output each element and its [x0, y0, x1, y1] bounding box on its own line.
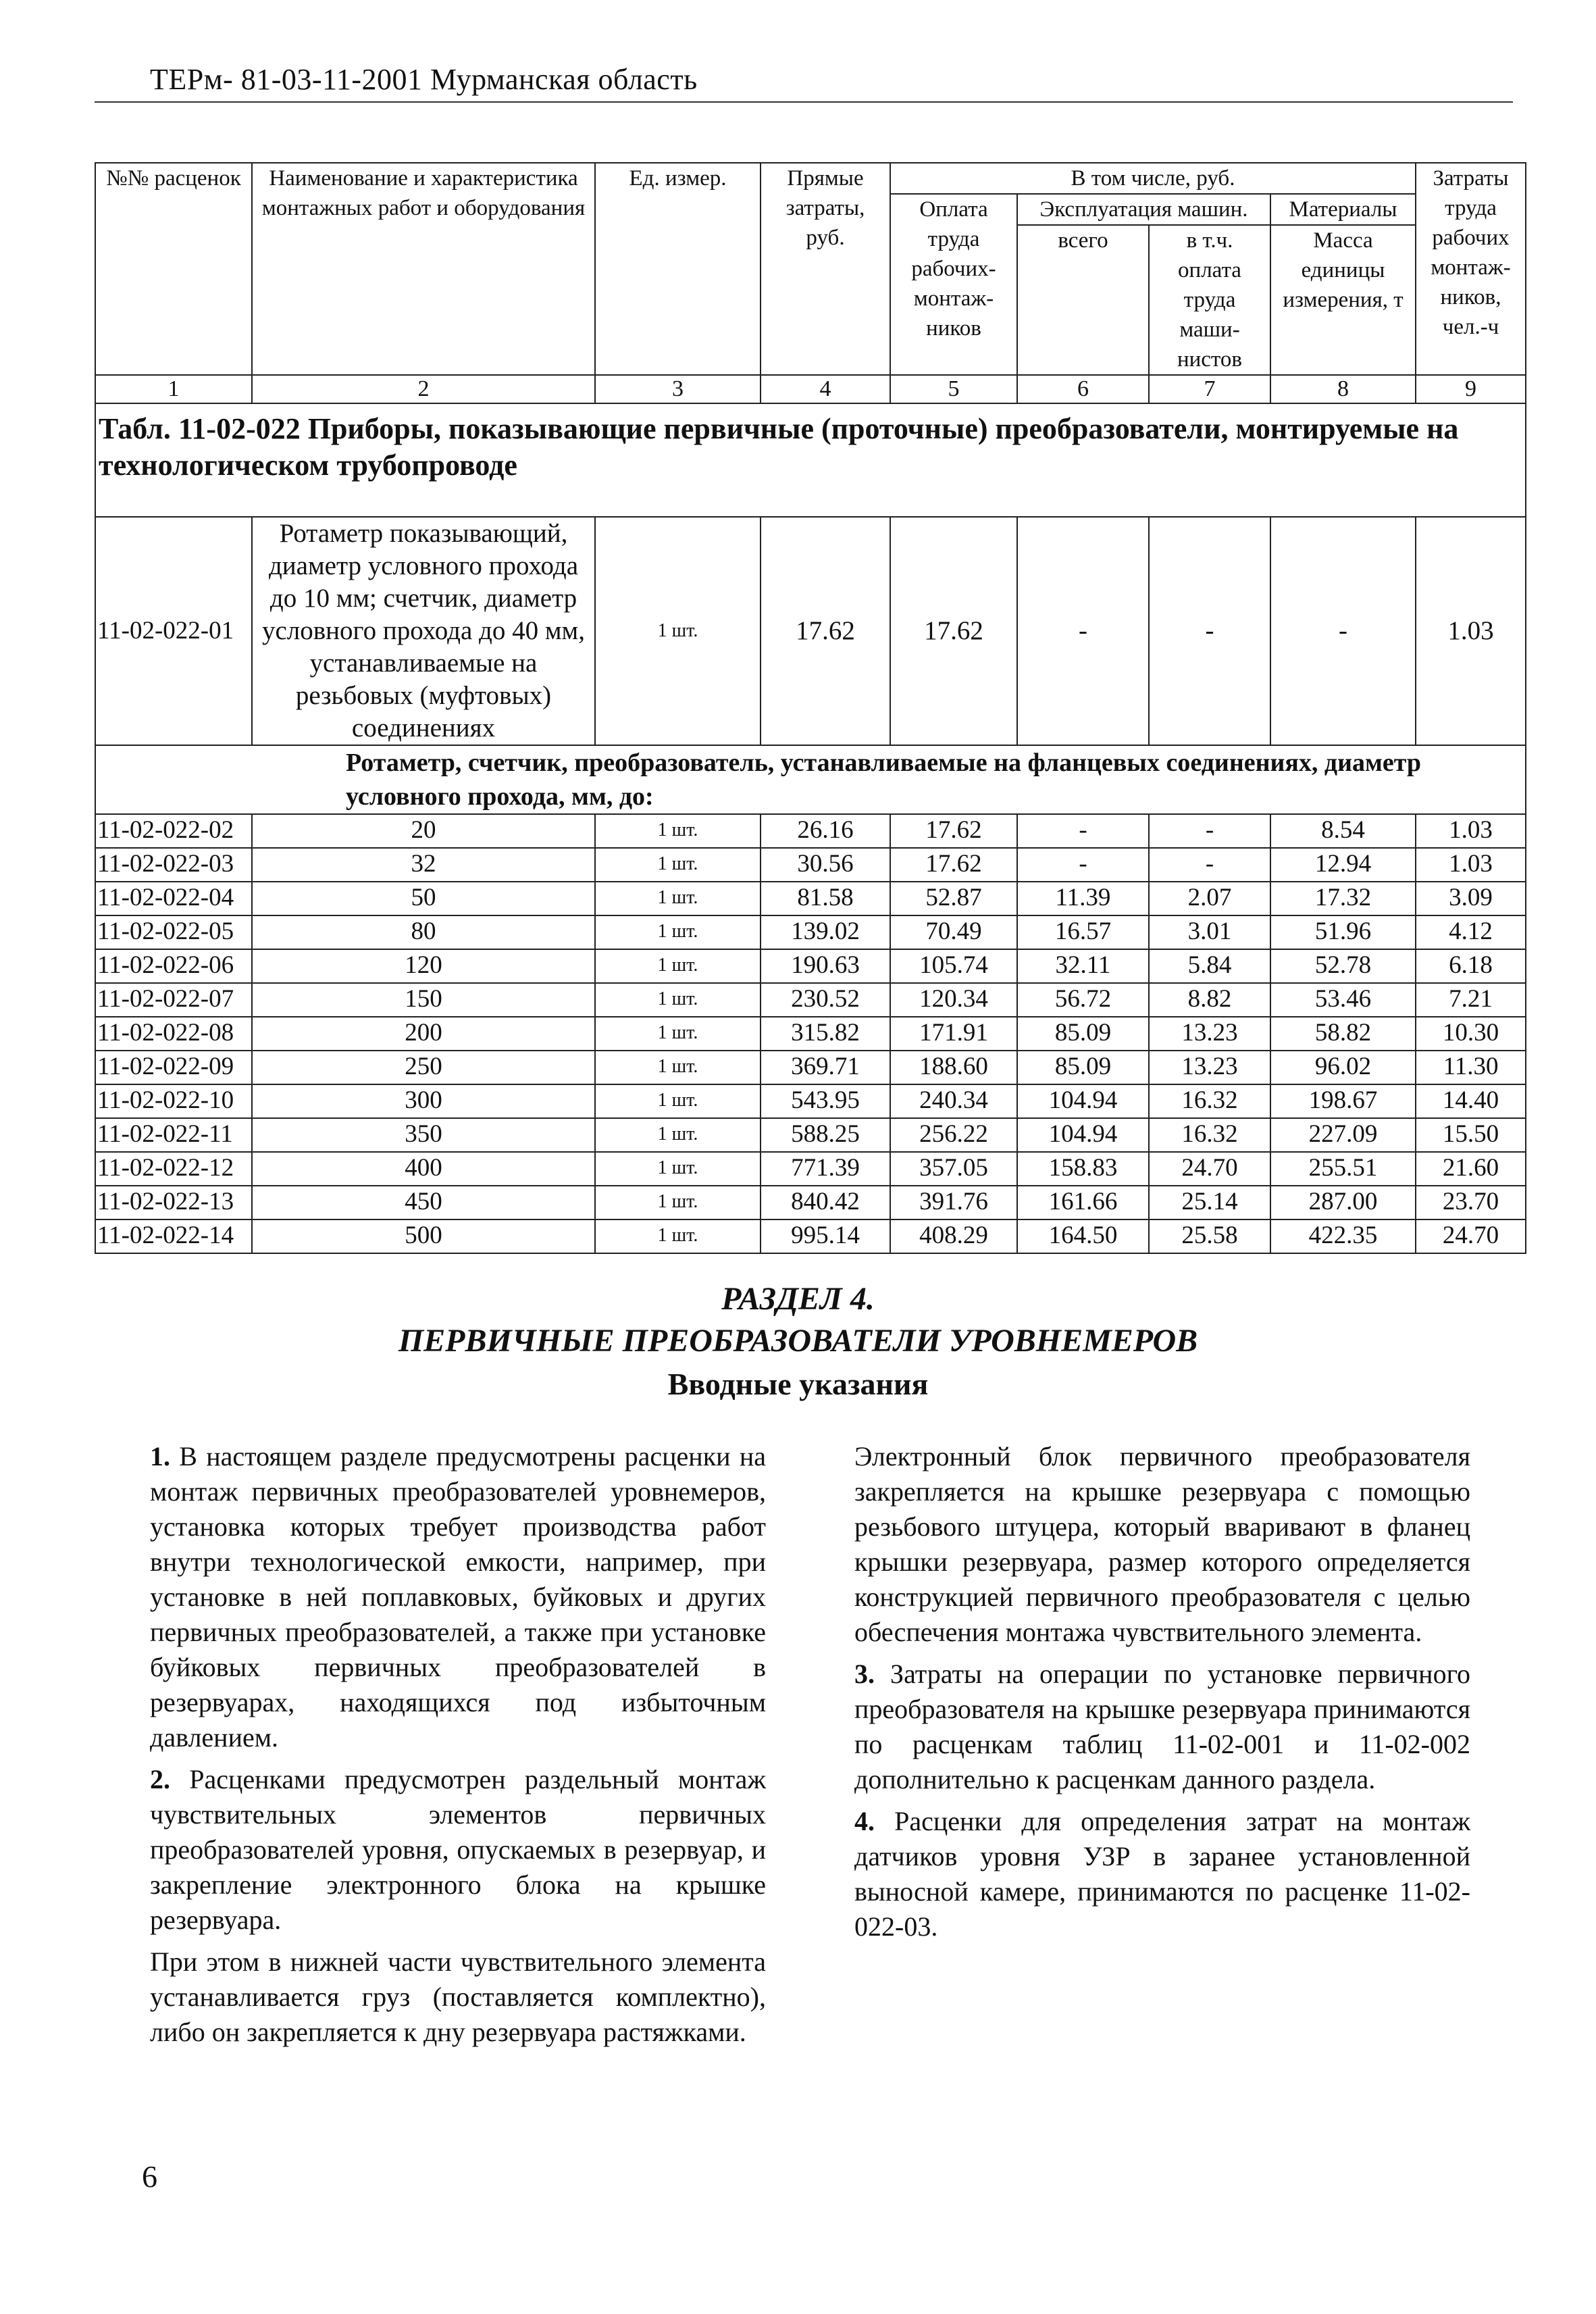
row-unit: 1 шт.: [595, 848, 761, 882]
row-mass: -: [1270, 517, 1416, 745]
row-code: 11-02-022-14: [95, 1219, 252, 1253]
row-mach-labor: 13.23: [1149, 1051, 1270, 1084]
header-row-1: [95, 163, 1526, 194]
col-num: 6: [1017, 375, 1149, 403]
paragraph-2b: При этом в нижней части чувствительного элемента устанавливается груз (поставляется комплектно), либо он закрепляется к дну резервуара растяжками.: [150, 1946, 766, 2047]
th-name: Наименование и характеристика монтажных работ и оборудования: [252, 163, 595, 375]
row-hours: 23.70: [1416, 1186, 1526, 1219]
row-name: 20: [252, 814, 595, 848]
row-direct: 995.14: [761, 1219, 890, 1253]
row-direct: 230.52: [761, 983, 890, 1017]
row-hours: 15.50: [1416, 1118, 1526, 1152]
row-direct: 771.39: [761, 1152, 890, 1186]
th-materials: Материалы: [1270, 194, 1416, 225]
paragraph-4: [854, 1804, 1470, 1944]
row-mass: 51.96: [1270, 915, 1416, 949]
column-numbers-row: [95, 375, 1526, 403]
row-direct: 315.82: [761, 1017, 890, 1051]
table-row: [95, 814, 1526, 848]
paragraph-text: Расценками предусмотрен раздельный монтаж чувствительных элементов первичных преобразователей уровня, опускаемых в резервуар, и закрепление электронного блока на крышке резервуара.: [150, 1764, 766, 1935]
row-direct: 543.95: [761, 1084, 890, 1118]
row-name: 400: [252, 1152, 595, 1186]
row-hours: 21.60: [1416, 1152, 1526, 1186]
row-unit: 1 шт.: [595, 1219, 761, 1253]
row-labor: 17.62: [890, 814, 1017, 848]
page-number: 6: [142, 2159, 157, 2194]
th-unit: Ед. измер.: [595, 163, 761, 375]
row-mass: 12.94: [1270, 848, 1416, 882]
row-unit: 1 шт.: [595, 1084, 761, 1118]
row-mass: 8.54: [1270, 814, 1416, 848]
row-unit: 1 шт.: [595, 949, 761, 983]
row-name: 200: [252, 1017, 595, 1051]
row-mach-labor: 16.32: [1149, 1118, 1270, 1152]
col-num: 9: [1416, 375, 1526, 403]
row-mach-labor: 16.32: [1149, 1084, 1270, 1118]
row-mass: 422.35: [1270, 1219, 1416, 1253]
row-mach: 104.94: [1017, 1118, 1149, 1152]
table-row: [95, 915, 1526, 949]
row-mach-labor: 24.70: [1149, 1152, 1270, 1186]
section-number: РАЗДЕЛ 4.: [721, 1281, 875, 1317]
paragraph-2: [150, 1762, 766, 1938]
row-unit: 1 шт.: [595, 983, 761, 1017]
row-unit: 1 шт.: [595, 915, 761, 949]
row-mass: 17.32: [1270, 882, 1416, 915]
row-direct: 190.63: [761, 949, 890, 983]
row-mach: 85.09: [1017, 1051, 1149, 1084]
row-hours: 6.18: [1416, 949, 1526, 983]
row-unit: 1 шт.: [595, 1118, 761, 1152]
row-mass: 255.51: [1270, 1152, 1416, 1186]
row-code: 11-02-022-09: [95, 1051, 252, 1084]
paragraph-text: Расценки для определения затрат на монтаж датчиков уровня УЗР в заранее установленной выносной камере, принимаются по расценке 11-02-022-03.: [854, 1806, 1470, 1942]
table-row: [95, 983, 1526, 1017]
row-hours: 4.12: [1416, 915, 1526, 949]
row-name: 500: [252, 1219, 595, 1253]
row-labor: 188.60: [890, 1051, 1017, 1084]
row-code: 11-02-022-08: [95, 1017, 252, 1051]
row-direct: 840.42: [761, 1186, 890, 1219]
th-hours: Затраты труда рабочих монтаж-ников, чел.-ч: [1416, 163, 1526, 375]
row-labor: 171.91: [890, 1017, 1017, 1051]
row-mach: -: [1017, 517, 1149, 745]
row-labor: 52.87: [890, 882, 1017, 915]
row-labor: 408.29: [890, 1219, 1017, 1253]
section-subtitle: Вводные указания: [667, 1367, 929, 1401]
row-mach-labor: 8.82: [1149, 983, 1270, 1017]
row-name: 32: [252, 848, 595, 882]
row-unit: 1 шт.: [595, 814, 761, 848]
row-code: 11-02-022-10: [95, 1084, 252, 1118]
row-mach-labor: 25.14: [1149, 1186, 1270, 1219]
th-machines-labor: в т.ч. оплата труда маши-нистов: [1149, 225, 1270, 375]
row-code: 11-02-022-01: [95, 517, 252, 745]
row-name: Ротаметр показывающий, диаметр условного прохода до 10 мм; счетчик, диаметр условного прохода до 40 мм, устанавливаемые на резьбовых (муфтовых) соединениях: [252, 517, 595, 745]
row-labor: 70.49: [890, 915, 1017, 949]
row-mach-labor: -: [1149, 848, 1270, 882]
section-title: ПЕРВИЧНЫЕ ПРЕОБРАЗОВАТЕЛИ УРОВНЕМЕРОВ: [398, 1323, 1198, 1359]
page-header: ТЕРм- 81-03-11-2001 Мурманская область: [150, 63, 698, 96]
table-row: [95, 1219, 1526, 1253]
row-name: 120: [252, 949, 595, 983]
row-mach: -: [1017, 814, 1149, 848]
paragraph-3: [854, 1657, 1470, 1797]
row-hours: 1.03: [1416, 848, 1526, 882]
row-labor: 256.22: [890, 1118, 1017, 1152]
th-direct: Прямые затраты, руб.: [761, 163, 890, 375]
row-unit: 1 шт.: [595, 1017, 761, 1051]
row-unit: 1 шт.: [595, 517, 761, 745]
row-mass: 53.46: [1270, 983, 1416, 1017]
row-name: 450: [252, 1186, 595, 1219]
table-row: [95, 1186, 1526, 1219]
text-column-left: [150, 1439, 766, 2057]
row-hours: 14.40: [1416, 1084, 1526, 1118]
row-mach: 161.66: [1017, 1186, 1149, 1219]
row-hours: 3.09: [1416, 882, 1526, 915]
row-code: 11-02-022-03: [95, 848, 252, 882]
col-num: 7: [1149, 375, 1270, 403]
col-num: 3: [595, 375, 761, 403]
row-code: 11-02-022-07: [95, 983, 252, 1017]
row-mach: -: [1017, 848, 1149, 882]
row-labor: 357.05: [890, 1152, 1017, 1186]
row-mach: 164.50: [1017, 1219, 1149, 1253]
text-column-right: [854, 1439, 1470, 1951]
th-machines-total: всего: [1017, 225, 1149, 375]
row-name: 250: [252, 1051, 595, 1084]
row-mach: 32.11: [1017, 949, 1149, 983]
row-labor: 17.62: [890, 517, 1017, 745]
row-code: 11-02-022-13: [95, 1186, 252, 1219]
row-direct: 17.62: [761, 517, 890, 745]
row-mass: 52.78: [1270, 949, 1416, 983]
table-row: [95, 1084, 1526, 1118]
th-machines: Эксплуатация машин.: [1017, 194, 1270, 225]
row-mach: 11.39: [1017, 882, 1149, 915]
row-labor: 17.62: [890, 848, 1017, 882]
row-mach-labor: -: [1149, 814, 1270, 848]
row-hours: 11.30: [1416, 1051, 1526, 1084]
group-title: Ротаметр, счетчик, преобразователь, устанавливаемые на фланцевых соединениях, диаметр условного прохода, мм, до:: [95, 745, 1526, 814]
table-row: [95, 1152, 1526, 1186]
row-hours: 24.70: [1416, 1219, 1526, 1253]
col-num: 5: [890, 375, 1017, 403]
header-rule: [95, 101, 1513, 103]
row-labor: 105.74: [890, 949, 1017, 983]
table-row: [95, 848, 1526, 882]
paragraph-number: 1.: [150, 1441, 170, 1472]
table-row: [95, 1017, 1526, 1051]
row-name: 300: [252, 1084, 595, 1118]
table-row: [95, 882, 1526, 915]
table-title-row: [95, 403, 1526, 517]
row-mach: 16.57: [1017, 915, 1149, 949]
table-row: [95, 1118, 1526, 1152]
row-code: 11-02-022-06: [95, 949, 252, 983]
th-including: В том числе, руб.: [890, 163, 1416, 194]
th-mass: Масса единицы измерения, т: [1270, 225, 1416, 375]
paragraph-1: [150, 1439, 766, 1755]
paragraph-2c: Электронный блок первичного преобразователя закрепляется на крышке резервуара с помощью резьбового штуцера, который вваривают в фланец крышки резервуара, размер которого определяется конструкцией первичного преобразователя с целью обеспечения монтажа чувствительного элемента.: [854, 1441, 1470, 1647]
row-direct: 139.02: [761, 915, 890, 949]
row-code: 11-02-022-12: [95, 1152, 252, 1186]
th-code: №№ расценок: [95, 163, 252, 375]
row-labor: 240.34: [890, 1084, 1017, 1118]
paragraph-text: В настоящем разделе предусмотрены расценки на монтаж первичных преобразователей уровнемеров, установка которых требует производства работ внутри технологической емкости, например, при установке в ней поплавковых, буйковых и других первичных преобразователей, а также при установке буйковых первичных преобразователей в резервуарах, находящихся под избыточным давлением.: [150, 1441, 766, 1753]
row-mach-labor: -: [1149, 517, 1270, 745]
row-mass: 58.82: [1270, 1017, 1416, 1051]
col-num: 1: [95, 375, 252, 403]
col-num: 8: [1270, 375, 1416, 403]
row-unit: 1 шт.: [595, 1186, 761, 1219]
row-mach: 56.72: [1017, 983, 1149, 1017]
row-direct: 588.25: [761, 1118, 890, 1152]
row-mach-labor: 5.84: [1149, 949, 1270, 983]
paragraph-text: Затраты на операции по установке первичного преобразователя на крышке резервуара принимаются по расценкам таблиц 11-02-001 и 11-02-002 дополнительно к расценкам данного раздела.: [854, 1659, 1470, 1794]
table-row-first: [95, 517, 1526, 745]
col-num: 2: [252, 375, 595, 403]
row-mass: 287.00: [1270, 1186, 1416, 1219]
row-code: 11-02-022-05: [95, 915, 252, 949]
row-mach-labor: 13.23: [1149, 1017, 1270, 1051]
row-unit: 1 шт.: [595, 1051, 761, 1084]
row-direct: 369.71: [761, 1051, 890, 1084]
rates-table: [95, 162, 1526, 1254]
row-direct: 30.56: [761, 848, 890, 882]
row-name: 80: [252, 915, 595, 949]
row-mass: 227.09: [1270, 1118, 1416, 1152]
row-code: 11-02-022-04: [95, 882, 252, 915]
row-name: 350: [252, 1118, 595, 1152]
row-mach: 104.94: [1017, 1084, 1149, 1118]
th-labor: Оплата труда рабочих-монтаж-ников: [890, 194, 1017, 375]
row-code: 11-02-022-02: [95, 814, 252, 848]
paragraph-number: 2.: [150, 1764, 170, 1794]
table-row: [95, 1051, 1526, 1084]
paragraph-number: 3.: [854, 1659, 875, 1689]
row-labor: 391.76: [890, 1186, 1017, 1219]
row-direct: 81.58: [761, 882, 890, 915]
row-name: 50: [252, 882, 595, 915]
table-title: Табл. 11-02-022 Приборы, показывающие первичные (проточные) преобразователи, монтируемые на технологическом трубопроводе: [95, 403, 1526, 517]
row-hours: 1.03: [1416, 517, 1526, 745]
row-mass: 198.67: [1270, 1084, 1416, 1118]
group-title-row: [95, 745, 1526, 814]
row-name: 150: [252, 983, 595, 1017]
row-hours: 10.30: [1416, 1017, 1526, 1051]
row-mach: 158.83: [1017, 1152, 1149, 1186]
row-mass: 96.02: [1270, 1051, 1416, 1084]
row-code: 11-02-022-11: [95, 1118, 252, 1152]
col-num: 4: [761, 375, 890, 403]
row-labor: 120.34: [890, 983, 1017, 1017]
row-hours: 7.21: [1416, 983, 1526, 1017]
row-mach-labor: 25.58: [1149, 1219, 1270, 1253]
table-body: [95, 814, 1526, 1253]
paragraph-number: 4.: [854, 1806, 875, 1836]
row-unit: 1 шт.: [595, 1152, 761, 1186]
row-mach: 85.09: [1017, 1017, 1149, 1051]
row-hours: 1.03: [1416, 814, 1526, 848]
row-mach-labor: 2.07: [1149, 882, 1270, 915]
row-unit: 1 шт.: [595, 882, 761, 915]
row-direct: 26.16: [761, 814, 890, 848]
row-mach-labor: 3.01: [1149, 915, 1270, 949]
table-row: [95, 949, 1526, 983]
